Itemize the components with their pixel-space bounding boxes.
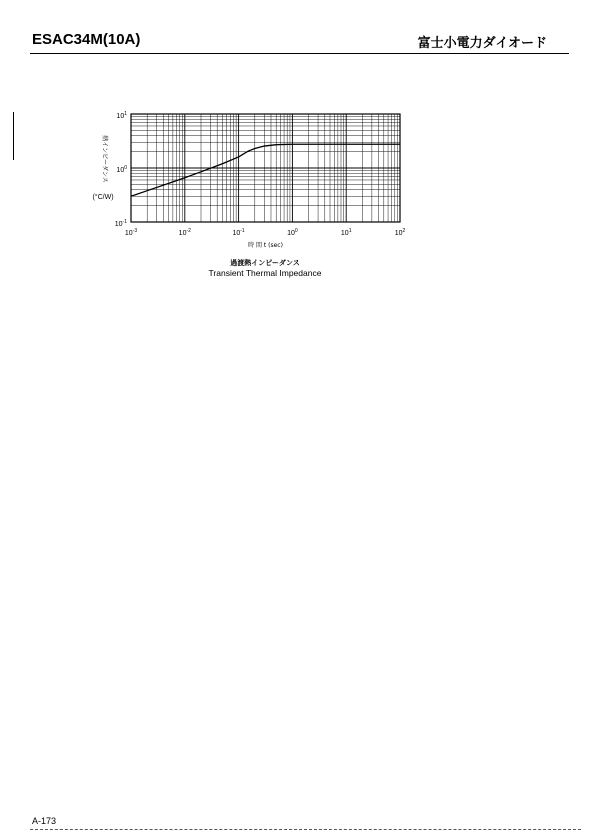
product-category: 富士小電力ダイオード (417, 36, 547, 51)
x-tick-label: $10^{-3}$ (124, 228, 138, 237)
x-tick-label: $10^{-1}$ (232, 228, 245, 237)
y-axis-unit: (°C/W) (92, 194, 114, 201)
y-tick-label: $10^{-1}$ (114, 219, 127, 228)
x-tick-label: $10^0$ (287, 228, 298, 237)
y-tick-label: $10^0$ (116, 165, 127, 174)
footer-divider (30, 829, 581, 830)
chart-title-jp: 過渡熱インピーダンス (230, 259, 300, 267)
chart-grid (131, 114, 400, 222)
page-title: ESAC34M(10A) (32, 31, 141, 48)
x-tick-labels (125, 228, 406, 237)
thermal-impedance-chart (0, 0, 599, 300)
x-tick-label: $10^1$ (340, 228, 352, 237)
x-tick-label: $10^2$ (394, 228, 406, 237)
y-tick-labels (115, 111, 127, 228)
chart-title-en: Transient Thermal Impedance (208, 268, 322, 278)
x-tick-label: $10^{-2}$ (178, 228, 191, 237)
y-tick-label: $10^1$ (116, 111, 127, 120)
x-axis-label: 時 間 t (sec) (248, 242, 283, 249)
page-number: A-173 (32, 816, 57, 826)
y-axis-label: 熱インピーダンス (101, 135, 108, 183)
